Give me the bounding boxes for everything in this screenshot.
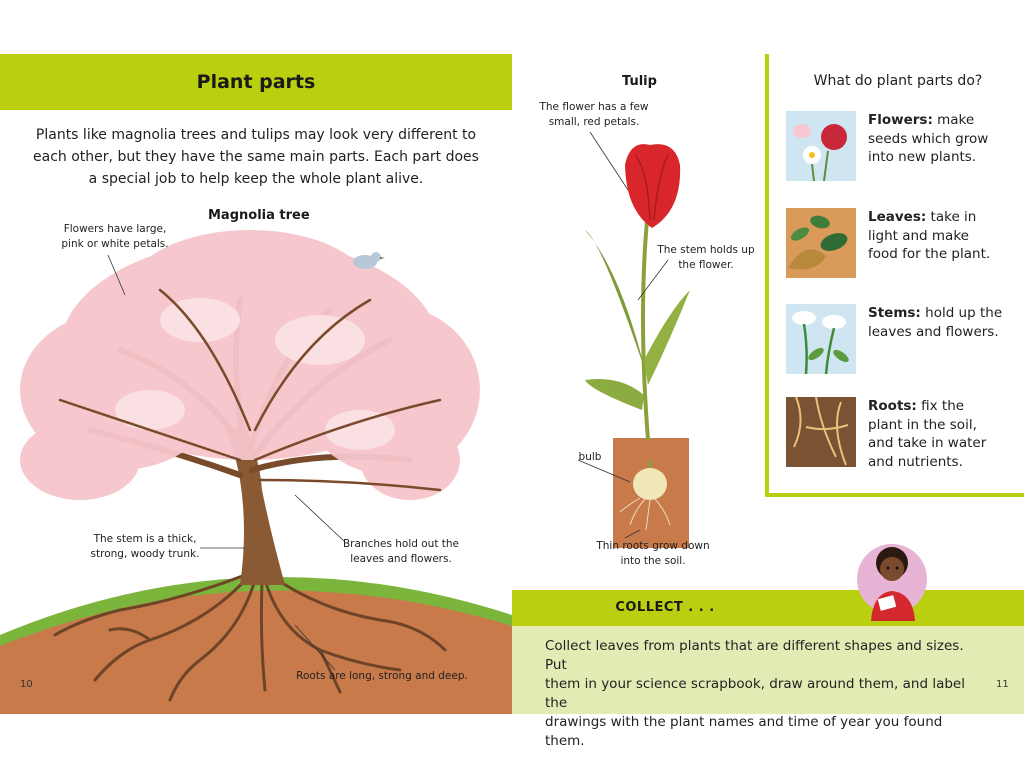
- tulip-flower: [625, 144, 680, 228]
- tulip-stem: [643, 210, 648, 440]
- part-leaves: [786, 208, 1016, 280]
- part-flowers-text: Flowers: make seeds which grow into new plants.: [868, 112, 989, 165]
- panel-border-left: [765, 54, 769, 497]
- label-tulip-stem: The stem holds up the flower.: [657, 244, 755, 271]
- tulip-leaf-right: [644, 290, 690, 385]
- tulip-leaf-lower: [585, 379, 644, 410]
- tree-heading: Magnolia tree: [208, 208, 310, 223]
- part-stems: [786, 304, 1016, 376]
- part-flowers: [786, 111, 1016, 183]
- page-title: Plant parts: [196, 71, 316, 93]
- tulip-heading: Tulip: [622, 74, 657, 89]
- label-roots: Roots are long, strong and deep.: [296, 670, 468, 682]
- label-stem: The stem is a thick, strong, woody trunk.: [90, 533, 200, 560]
- part-stems-text: Stems: hold up the leaves and flowers.: [868, 305, 1003, 340]
- label-tulip-flower: The flower has a few small, red petals.: [539, 101, 649, 128]
- label-branches: Branches hold out the leaves and flowers.: [342, 538, 460, 565]
- stems-photo: [786, 304, 856, 374]
- part-roots: [786, 397, 1016, 473]
- magnolia-tree-illustration: [0, 230, 512, 714]
- leaves-photo: [786, 208, 856, 278]
- page-number-left: 10: [20, 679, 33, 690]
- collect-title: COLLECT . . .: [615, 600, 715, 615]
- bird-icon: [353, 252, 385, 269]
- blossom-canopy: [20, 230, 480, 500]
- tulip-leaf-left: [585, 230, 645, 370]
- panel-border-bottom: [765, 493, 1024, 497]
- label-tulip-bulb: bulb: [578, 451, 602, 463]
- flowers-photo: [786, 111, 856, 181]
- roots-photo: [786, 397, 856, 467]
- intro-text: Plants like magnolia trees and tulips may look very different to each other, but they have the same main parts. Each part does a special job to help keep the whole plant alive.: [33, 127, 479, 187]
- tulip-illustration: [520, 110, 760, 580]
- part-leaves-text: Leaves: take in light and make food for the plant.: [868, 209, 991, 262]
- collect-text: Collect leaves from plants that are different shapes and sizes. Put them in your science scrapbook, draw around them, and label the drawings with the plant names and time of year you found them.: [545, 638, 965, 749]
- child-avatar: [855, 533, 929, 621]
- label-tulip-roots: Thin roots grow down into the soil.: [596, 540, 710, 567]
- page-number-right: 11: [996, 679, 1009, 690]
- panel-question: What do plant parts do?: [813, 73, 983, 89]
- tulip-bulb: [633, 468, 667, 500]
- part-roots-text: Roots: fix the plant in the soil, and take in water and nutrients.: [868, 398, 987, 470]
- label-flowers: Flowers have large, pink or white petals.: [61, 223, 169, 250]
